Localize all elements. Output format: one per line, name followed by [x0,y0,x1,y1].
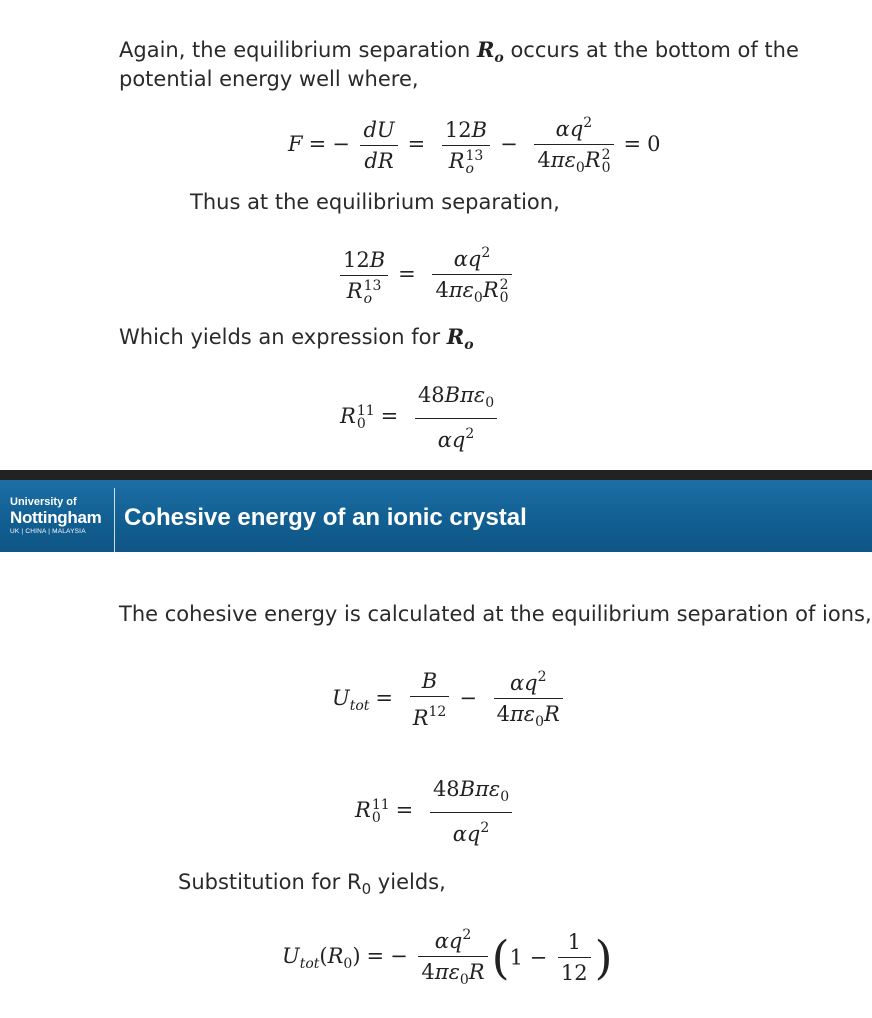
yields-r0-var: R [446,324,465,349]
section-title: Cohesive energy of an ionic crystal [124,504,527,531]
logo-line-2: Nottingham [10,508,102,527]
equation-utot: $U_{tot}$ = $\frac{B}{R^{12}}$ − $\frac{\alpha q^2}{4\pi\varepsilon_0R}$ [332,662,567,737]
section-banner [0,470,872,552]
logo-line-1: University of [10,496,77,508]
substitution-label: Substitution for R [178,870,362,894]
logo-line-3: UK | CHINA | MALAYSIA [10,528,86,535]
equation-force: F = − $\frac{dU}{dR}$ = 12B R 13 o − $\alpha q^2$ $4\pi\varepsilon_0R$ 2 0 = 0 [288,108,660,183]
yields-r0-sub: o [464,337,474,353]
intro-line-1-prefix: Again, the equilibrium separation [119,38,477,62]
equation-equilibrium: 12B R 13 o = $\alpha q^2$ $4\pi\varepsilon_0R$ 2 0 [336,238,516,313]
substitution-text [178,870,446,898]
university-logo [10,496,101,537]
intro-r0-symbol [476,37,504,66]
intro-r0-sub: o [494,50,504,66]
substitution-sub: 0 [361,880,372,898]
cohesive-text: The cohesive energy is calculated at the equilibrium separation of ions, [119,602,872,626]
substitution-suffix: yields, [371,870,446,894]
intro-line-2: potential energy well where, [119,67,419,91]
banner-divider [114,488,115,552]
thus-text: Thus at the equilibrium separation, [190,190,560,214]
equation-utot-r0: $U_{tot}(R_0)$ = − $\frac{\alpha q^2}{4\pi\varepsilon_0R}$ (1 − $\frac{1}{12}$ ) [282,920,613,995]
intro-line-1 [119,37,799,66]
yields-r0-symbol [446,324,474,353]
intro-r0-var: R [476,37,495,62]
yields-text-label: Which yields an expression for [119,325,447,349]
equation-r0-repeat: R 11 0 = $\frac{48B\pi\varepsilon_0}{\alpha q^2}$ [355,774,516,849]
yields-text [119,324,474,353]
intro-line-1-suffix: occurs at the bottom of the [503,38,799,62]
equation-r0: R 11 0 = $\frac{48B\pi\varepsilon_0}{\alpha q^2}$ [340,380,501,455]
